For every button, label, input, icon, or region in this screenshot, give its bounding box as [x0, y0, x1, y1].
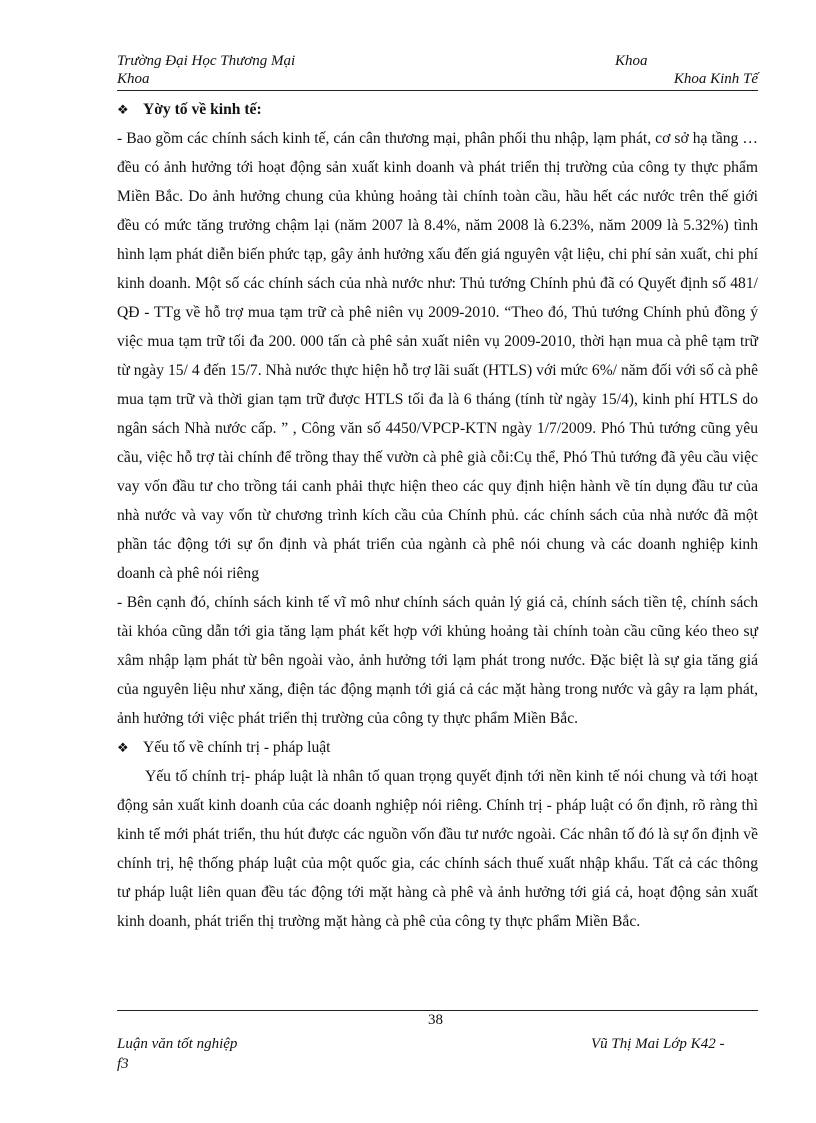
header-school: Trường Đại Học Thương Mại — [117, 53, 296, 69]
page-number: 38 — [428, 1012, 443, 1028]
paragraph-politics-law: Yếu tố chính trị- pháp luật là nhân tố quan trọng quyết định tới nền kinh tế nói chung và tới hoạt động sản xuất kinh doanh của các doanh nghiệp nói riêng. Chính trị - pháp luật có ổn định, rõ ràng thì kinh tế mới phát triển, thu hút được các nguồn vốn đầu tư nước ngoài. Các nhân tố đó là sự ổn định về chính trị, hệ thống pháp luật của một quốc gia, các chính sách thuế xuất nhập khẩu. Tất cả các thông tư pháp luật liên quan đều tác động tới mặt hàng cà phê và ảnh hưởng tới giá cả, hoạt động sản xuất kinh doanh, phát triển thị trường mặt hàng cà phê của công ty thực phẩm Miền Bắc. — [117, 768, 758, 930]
header-divider — [117, 90, 758, 91]
footer-divider — [117, 1010, 758, 1011]
page-footer — [117, 1034, 758, 1078]
section-heading-politics-law — [117, 733, 758, 762]
diamond-bullet-icon: ❖ — [117, 102, 129, 117]
header-khoa-right: Khoa — [615, 53, 648, 69]
paragraph-economy-policies: - Bao gồm các chính sách kinh tế, cán cân thương mại, phân phối thu nhập, lạm phát, cơ sở hạ tầng … đều có ảnh hưởng tới hoạt động sản xuất kinh doanh và phát triển thị trường của công ty thực phẩm Miền Bắc. Do ảnh hưởng chung của khủng hoảng tài chính toàn cầu, hầu hết các nước trên thế giới đều có mức tăng trưởng chậm lại (năm 2007 là 8.4%, năm 2008 là 6.23%, năm 2009 là 5.32%) tình hình lạm phát diễn biến phức tạp, gây ảnh hưởng xấu đến giá nguyên vật liệu, chi phí sản xuất, chi phí kinh doanh. Một số các chính sách của nhà nước như: Thủ tướng Chính phủ đã có Quyết định số 481/ QĐ - TTg về hỗ trợ mua tạm trữ cà phê niên vụ 2009-2010. “Theo đó, Thủ tướng Chính phủ đồng ý việc mua tạm trữ tối đa 200. 000 tấn cà phê sản xuất niên vụ 2009-2010, thời hạn mua cà phê tạm trữ từ ngày 15/ 4 đến 15/7. Nhà nước thực hiện hỗ trợ lãi suất (HTLS) với mức 6%/ năm đối với số cà phê mua tạm trữ và thời gian tạm trữ được HTLS tối đa là 6 tháng (tính từ ngày 15/4), kinh phí HTLS do ngân sách Nhà nước cấp. ” , Công văn số 4450/VPCP-KTN ngày 1/7/2009. Phó Thủ tướng cũng yêu cầu, việc hỗ trợ tài chính để trồng thay thế vườn cà phê già cỗi:Cụ thể, Phó Thủ tướng đã yêu cầu việc vay vốn đầu tư cho trồng tái canh phải thực hiện theo các quy định hiện hành về tín dụng đầu tư của nhà nước và vay vốn từ chương trình kích cầu của Chính phủ. các chính sách của nhà nước đã một phần tác động tới sự ổn định và phát triển của ngành cà phê nói chung và các doanh nghiệp kinh doanh cà phê nói riêng — [117, 130, 758, 582]
page-header — [117, 52, 758, 92]
diamond-bullet-icon: ❖ — [117, 740, 129, 755]
section-heading-economy — [117, 95, 758, 124]
heading-text: Yờy tố về kinh tế: — [143, 101, 262, 118]
footer-author: Vũ Thị Mai Lớp K42 - — [591, 1036, 725, 1052]
document-body — [117, 95, 758, 936]
heading-text: Yếu tố về chính trị - pháp luật — [143, 739, 331, 756]
header-faculty: Khoa Kinh Tế — [673, 71, 758, 87]
paragraph-macro-policy: - Bên cạnh đó, chính sách kinh tế vĩ mô như chính sách quản lý giá cả, chính sách tiền tệ, chính sách tài khóa cũng dẫn tới gia tăng lạm phát kết hợp với khủng hoảng tài chính toàn cầu cũng kéo theo sự xâm nhập lạm phát từ bên ngoài vào, ảnh hưởng tới lạm phát trong nước. Đặc biệt là sự gia tăng giá của nguyên liệu như xăng, điện tác động mạnh tới giá cả các mặt hàng trong nước và gây ra lạm phát, ảnh hưởng tới việc phát triển thị trường của công ty thực phẩm Miền Bắc. — [117, 594, 758, 727]
footer-thesis: Luận văn tốt nghiệp — [117, 1036, 238, 1052]
document-page — [117, 52, 758, 930]
footer-class-suffix: f3 — [117, 1056, 129, 1072]
header-khoa-left: Khoa — [117, 71, 150, 87]
